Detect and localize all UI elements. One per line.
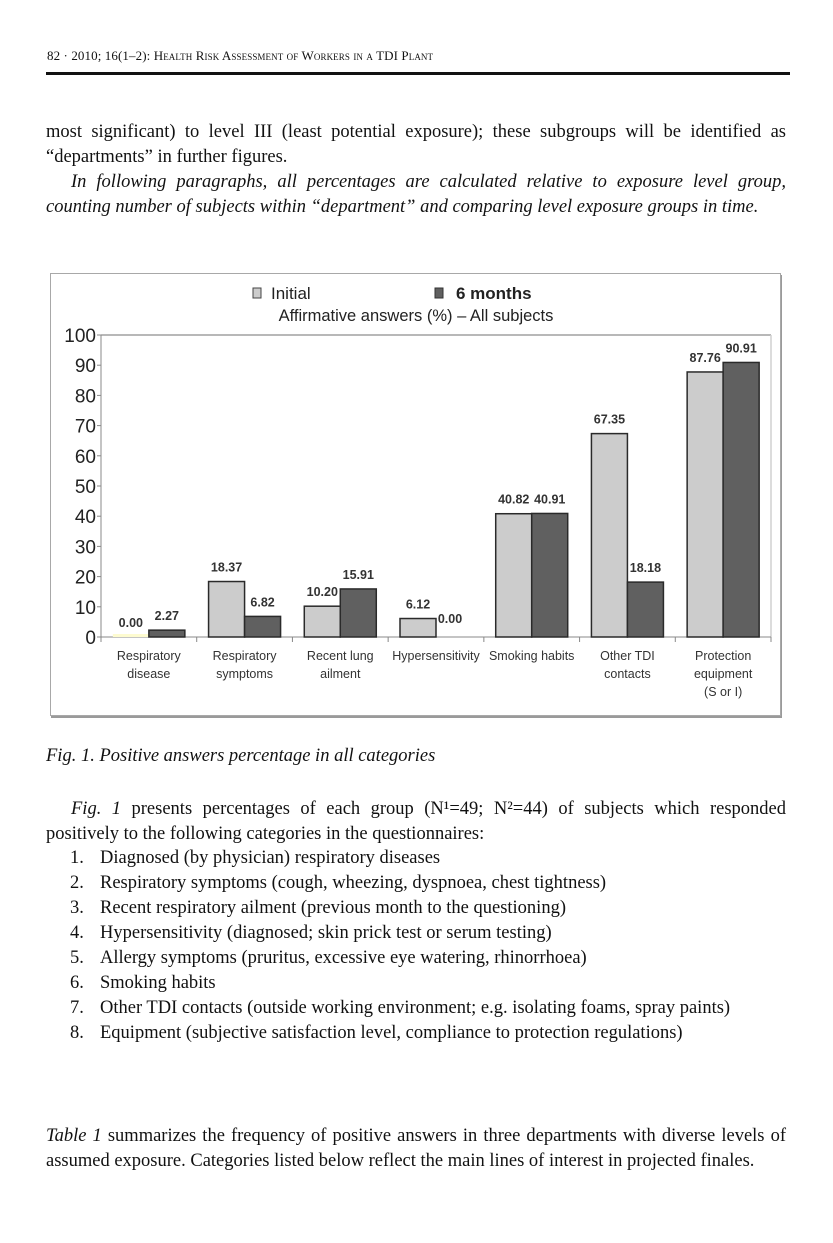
data-label: 18.37 [210,560,243,575]
page-reference: 82 · 2010; 16(1–2): [47,48,154,63]
list-item-text: Respiratory symptoms (cough, wheezing, dyspnoea, chest tightness) [100,873,607,893]
data-label: 6.12 [405,597,431,612]
list-item [46,896,786,921]
x-tick-label: symptoms [216,667,274,681]
y-tick-label: 40 [74,507,96,529]
bar-6-months [149,630,185,637]
list-item-text: Smoking habits [100,973,216,993]
y-tick-label: 20 [74,567,96,589]
bar-initial [304,606,340,637]
running-title: Health Risk Assessment of Workers in a TDI Plant [153,48,434,63]
bar-initial [687,372,723,637]
figure-reference: Fig. 1 [71,799,122,819]
y-tick-label: 0 [85,628,96,649]
legend-swatch-initial [253,288,261,298]
x-tick-label: disease [127,667,171,681]
legend-label-6-months: 6 months [456,284,532,303]
list-item-number: 1. [70,848,84,868]
x-tick-label: Protection [695,649,752,663]
paragraph-percentages-note: In following paragraphs, all percentages are calculated relative to exposure level group, counting number of subjects within “department” and comparing level exposure groups in time. [46,172,786,217]
y-tick-label: 90 [74,356,96,378]
y-tick-label: 10 [74,597,96,619]
list-item [46,846,786,871]
paragraph-fig-description-text: presents percentages of each group (N¹=49; N²=44) of subjects which responded positively to the following categories in the questionnaires: [46,799,786,844]
paragraph-table-summary [46,1124,786,1174]
list-item-number: 3. [70,898,84,918]
list-item [46,971,786,996]
x-tick-label: Smoking habits [488,649,575,663]
x-tick-label: Hypersensitivity [392,649,480,663]
x-tick-label: ailment [320,667,361,681]
y-tick-label: 50 [74,477,96,498]
data-label: 67.35 [593,412,626,427]
y-tick-label: 60 [74,446,96,468]
category-list [46,846,786,1046]
list-item [46,921,786,946]
x-tick-label: Recent lung [306,649,374,663]
x-tick-label: Respiratory [212,649,277,663]
chart-title: Affirmative answers (%) – All subjects [278,307,554,325]
x-tick-label: equipment [693,667,753,681]
data-label: 0.00 [118,616,144,630]
data-label: 6.82 [250,595,275,610]
bar-initial [496,514,532,637]
bar-initial [209,582,245,637]
running-header [47,48,789,64]
bar-initial-zero [113,634,149,637]
data-label: 2.27 [154,609,180,624]
figure-caption: Fig. 1. Positive answers percentage in all categories [46,746,436,766]
bar-6-months [340,589,376,637]
list-item [46,996,786,1021]
data-label: 40.91 [534,492,566,507]
paragraph-table-summary-text: summarizes the frequency of positive answers in three departments with diverse levels of assumed exposure. Categories listed below reflect the main lines of interest in projected finales. [46,1126,786,1171]
data-label: 15.91 [342,567,374,582]
bar-initial [400,619,436,637]
list-item-text: Allergy symptoms (pruritus, excessive eye watering, rhinorrhoea) [100,948,587,968]
data-label: 0.00 [437,612,463,626]
chart-legend [253,284,532,303]
list-item [46,871,786,896]
data-label: 10.20 [306,585,338,600]
figure-1-chart [50,273,781,716]
legend-label-initial: Initial [271,284,311,303]
y-tick-label: 30 [74,537,96,559]
list-item-number: 5. [70,948,84,968]
bar-initial [591,434,627,637]
list-item-number: 7. [70,998,84,1018]
list-item-text: Other TDI contacts (outside working environment; e.g. isolating foams, spray paints) [100,998,731,1018]
data-label: 87.76 [689,350,721,365]
list-item-text: Recent respiratory ailment (previous month to the questioning) [100,898,566,918]
list-item-text: Equipment (subjective satisfaction level, compliance to protection regulations) [100,1023,683,1043]
list-item-text: Hypersensitivity (diagnosed; skin prick test or serum testing) [100,923,552,943]
list-item-number: 8. [70,1023,84,1043]
data-label: 40.82 [498,492,530,507]
paragraph-departments: most significant) to level III (least potential exposure); these subgroups will be identified as “departments” in further figures. [46,122,786,167]
bar-6-months [245,616,281,637]
list-item [46,1021,786,1046]
legend-swatch-6-months [435,288,443,298]
data-label: 90.91 [725,341,757,356]
x-tick-label: (S or I) [704,685,743,699]
list-item-text: Diagnosed (by physician) respiratory diseases [100,848,441,868]
table-reference: Table 1 [46,1126,102,1146]
chart-x-tick-labels [117,649,753,699]
y-tick-label: 100 [64,326,96,347]
list-item-number: 2. [70,873,84,893]
data-label: 18.18 [629,561,662,576]
paragraph-fig-description [46,797,786,847]
list-item-number: 4. [70,923,84,943]
y-tick-label: 80 [74,386,96,408]
y-tick-label: 70 [74,416,96,438]
x-tick-label: Respiratory [116,649,181,663]
chart-bars [113,362,759,637]
x-tick-label: Other TDI [600,649,655,663]
bar-6-months [627,582,663,637]
list-item-number: 6. [70,973,84,993]
x-tick-label: contacts [604,667,651,681]
list-item [46,946,786,971]
bar-6-months [532,513,568,637]
bar-chart [51,274,780,715]
header-rule [46,72,790,75]
bar-6-months [723,362,759,637]
